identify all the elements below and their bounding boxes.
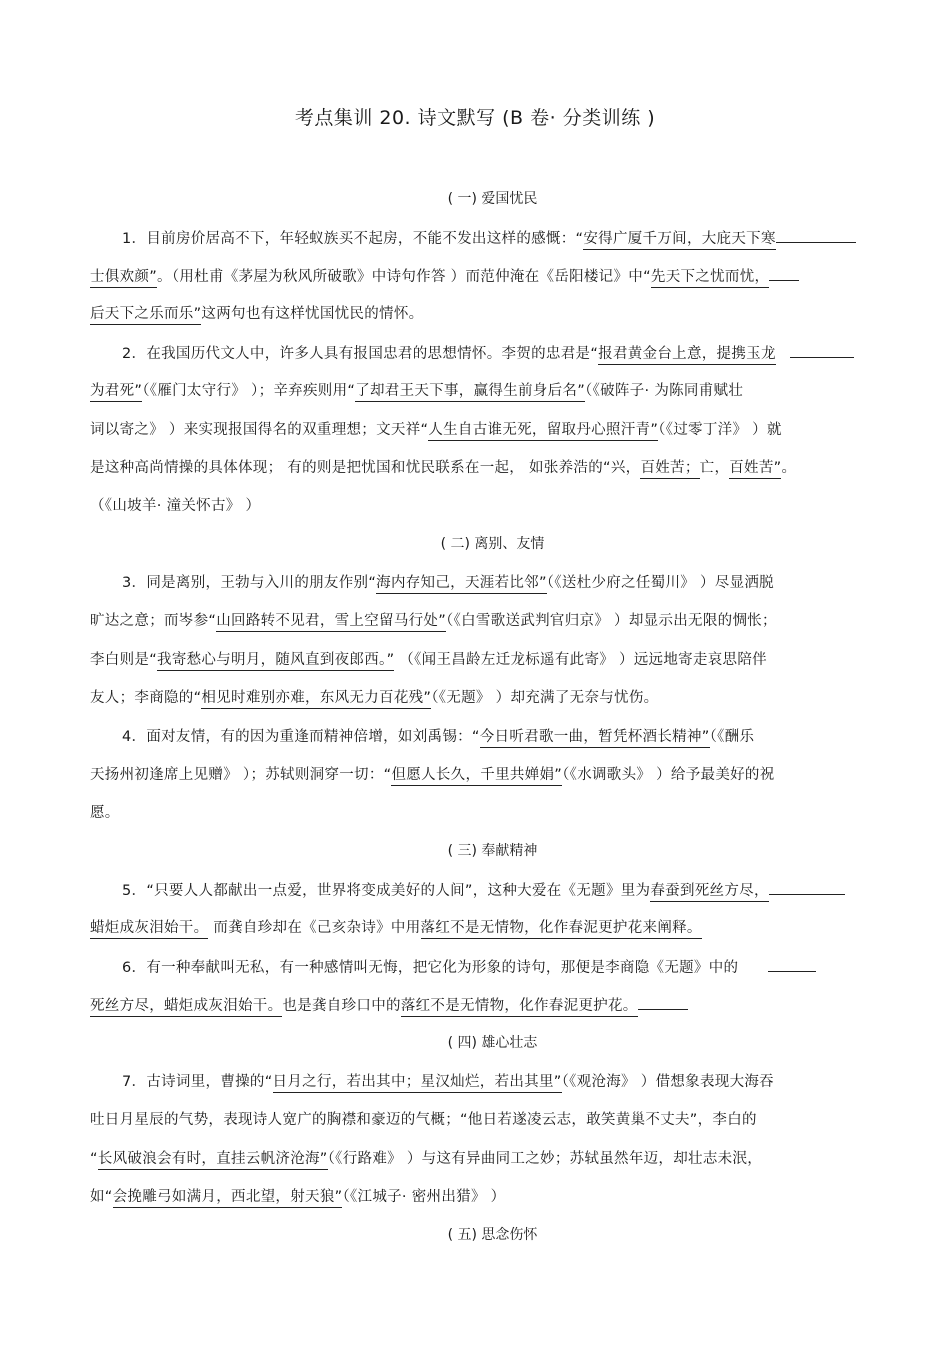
text-line: 是这种高尚情操的具体体现； 有的则是把忧国和忧民联系在一起， 如张养浩的“兴，百姓苦；亡，百姓苦”。: [90, 456, 796, 477]
text-line: 士俱欢颜”。（用杜甫《茅屋为秋风所破歌》中诗句作答 ）而范仲淹在《岳阳楼记》中“先天下之忧而忧，: [90, 264, 799, 286]
answer: 百姓苦”: [729, 460, 781, 479]
text-line: 如“会挽雕弓如满月，西北望，射天狼”（《江城子· 密州出猎》 ）: [90, 1185, 505, 1206]
text-line: 愿。: [90, 805, 120, 821]
answer: 了却君王天下事，赢得生前身后名”: [355, 383, 585, 402]
text-line: 吐日月星辰的气势，表现诗人宽广的胸襟和豪迈的气概；“他日若遂凌云志，敢笑黄巢不丈夫”，李白的: [90, 1112, 757, 1128]
text-line: 2．在我国历代文人中，许多人具有报国忠君的思想情怀。李贺的忠君是“报君黄金台上意，提携玉龙: [122, 341, 854, 363]
text-line: 蜡炬成灰泪始干。 而龚自珍却在《己亥杂诗》中用落红不是无情物，化作春泥更护花来阐释。: [90, 916, 702, 937]
answer: 蜡炬成灰泪始干。: [90, 920, 208, 939]
text-line: 4．面对友情，有的因为重逢而精神倍增，如刘禹锡：“今日听君歌一曲，暂凭杯酒长精神”（《酬乐: [122, 725, 754, 746]
text-line: 5．“只要人人都献出一点爱，世界将变成美好的人间”，这种大爱在《无题》里为春蚕到死丝方尽，: [122, 878, 845, 900]
text-line: 天扬州初逢席上见赠》 ）；苏轼则洞穿一切：“但愿人长久，千里共婵娟”（《水调歌头》 ）给予最美好的祝: [90, 763, 775, 784]
answer: 山回路转不见君，雪上空留马行处”: [216, 613, 446, 632]
text-line: 7．古诗词里，曹操的“日月之行，若出其中；星汉灿烂，若出其里”（《观沧海》 ）借想象表现大海吞: [122, 1070, 774, 1091]
section-heading: ( 三) 奉献精神: [447, 843, 538, 859]
answer: 人生自古谁无死，留取丹心照汗青”: [428, 422, 658, 441]
answer: 报君黄金台上意，提携玉龙: [598, 346, 776, 365]
answer: 会挽雕弓如满月，西北望，射天狼”: [113, 1189, 343, 1208]
text-line: 6．有一种奉献叫无私，有一种感情叫无悔，把它化为形象的诗句，那便是李商隐《无题》中的: [122, 955, 816, 977]
answer: 但愿人长久，千里共婵娟”: [391, 767, 562, 786]
answer: 春蚕到死丝方尽，: [650, 883, 768, 902]
answer: 士俱欢颜”: [90, 269, 157, 288]
answer: 百姓苦；: [640, 460, 699, 479]
section-heading: ( 五) 思念伤怀: [447, 1227, 538, 1243]
answer: 长风破浪会有时，直挂云帆济沧海”: [98, 1151, 328, 1170]
answer: 来阐释。: [643, 920, 702, 939]
text-line: （《山坡羊· 潼关怀古》 ）: [90, 498, 261, 514]
answer: 海内存知己，天涯若比邻”: [376, 575, 547, 594]
text-line: 后天下之乐而乐”这两句也有这样忧国忧民的情怀。: [90, 302, 423, 323]
text-line: 为君死”（《雁门太守行》 ）；辛弃疾则用“了却君王天下事，赢得生前身后名”（《破阵子· 为陈同甫赋壮: [90, 379, 743, 400]
section-heading: ( 二) 离别、友情: [440, 536, 545, 552]
answer: 日月之行，若出其中；星汉灿烂，若出其里”: [273, 1074, 562, 1093]
section-heading: ( 四) 雄心壮志: [447, 1035, 538, 1051]
section-heading: ( 一) 爱国忧民: [447, 191, 538, 207]
text-line: “长风破浪会有时，直挂云帆济沧海”（《行路难》 ）与这有异曲同工之妙；苏轼虽然年迈，却壮志未泯，: [90, 1147, 762, 1168]
text-line: 死丝方尽，蜡炬成灰泪始干。也是龚自珍口中的落红不是无情物，化作春泥更护花。: [90, 993, 688, 1015]
text-line: 旷达之意；而岑参“山回路转不见君，雪上空留马行处”（《白雪歌送武判官归京》 ）却显示出无限的惆怅；: [90, 609, 777, 630]
answer: 今日听君歌一曲，暂凭杯酒长精神”: [480, 729, 710, 748]
text-line: 友人；李商隐的“相见时难别亦难，东风无力百花残”（《无题》 ）却充满了无奈与忧伤。: [90, 686, 658, 707]
text-line: 李白则是“我寄愁心与明月，随风直到夜郎西。” （《闻王昌龄左迁龙标遥有此寄》 ）远远地寄走哀思陪伴: [90, 648, 767, 669]
text-line: 1．目前房价居高不下，年轻蚁族买不起房，不能不发出这样的感慨：“安得广厦千万间，大庇天下寒: [122, 226, 856, 248]
answer: 落红不是无情物，化作春泥更护花: [421, 920, 643, 939]
answer: 安得广厦千万间，大庇天下寒: [583, 231, 775, 250]
answer: 我寄愁心与明月，随风直到夜郎西。”: [157, 652, 394, 671]
answer: 相见时难别亦难，东风无力百花残”: [201, 690, 431, 709]
answer: 落红不是无情物，化作春泥更护花。: [401, 998, 638, 1017]
answer: 先天下之忧而忧，: [651, 269, 769, 288]
answer: 后天下之乐而乐”: [90, 306, 201, 325]
answer: 为君死”: [90, 383, 142, 402]
answer: 死丝方尽，蜡炬成灰泪始干。: [90, 998, 282, 1017]
text-line: 词以寄之》 ）来实现报国得名的双重理想；文天祥“人生自古谁无死，留取丹心照汗青”（《过零丁洋》 ）就: [90, 418, 782, 439]
text-line: 3．同是离别，王勃与入川的朋友作别“海内存知己，天涯若比邻”（《送杜少府之任蜀川》 ）尽显洒脱: [122, 571, 774, 592]
page-title: 考点集训 20. 诗文默写 (B 卷· 分类训练 ): [294, 107, 656, 129]
